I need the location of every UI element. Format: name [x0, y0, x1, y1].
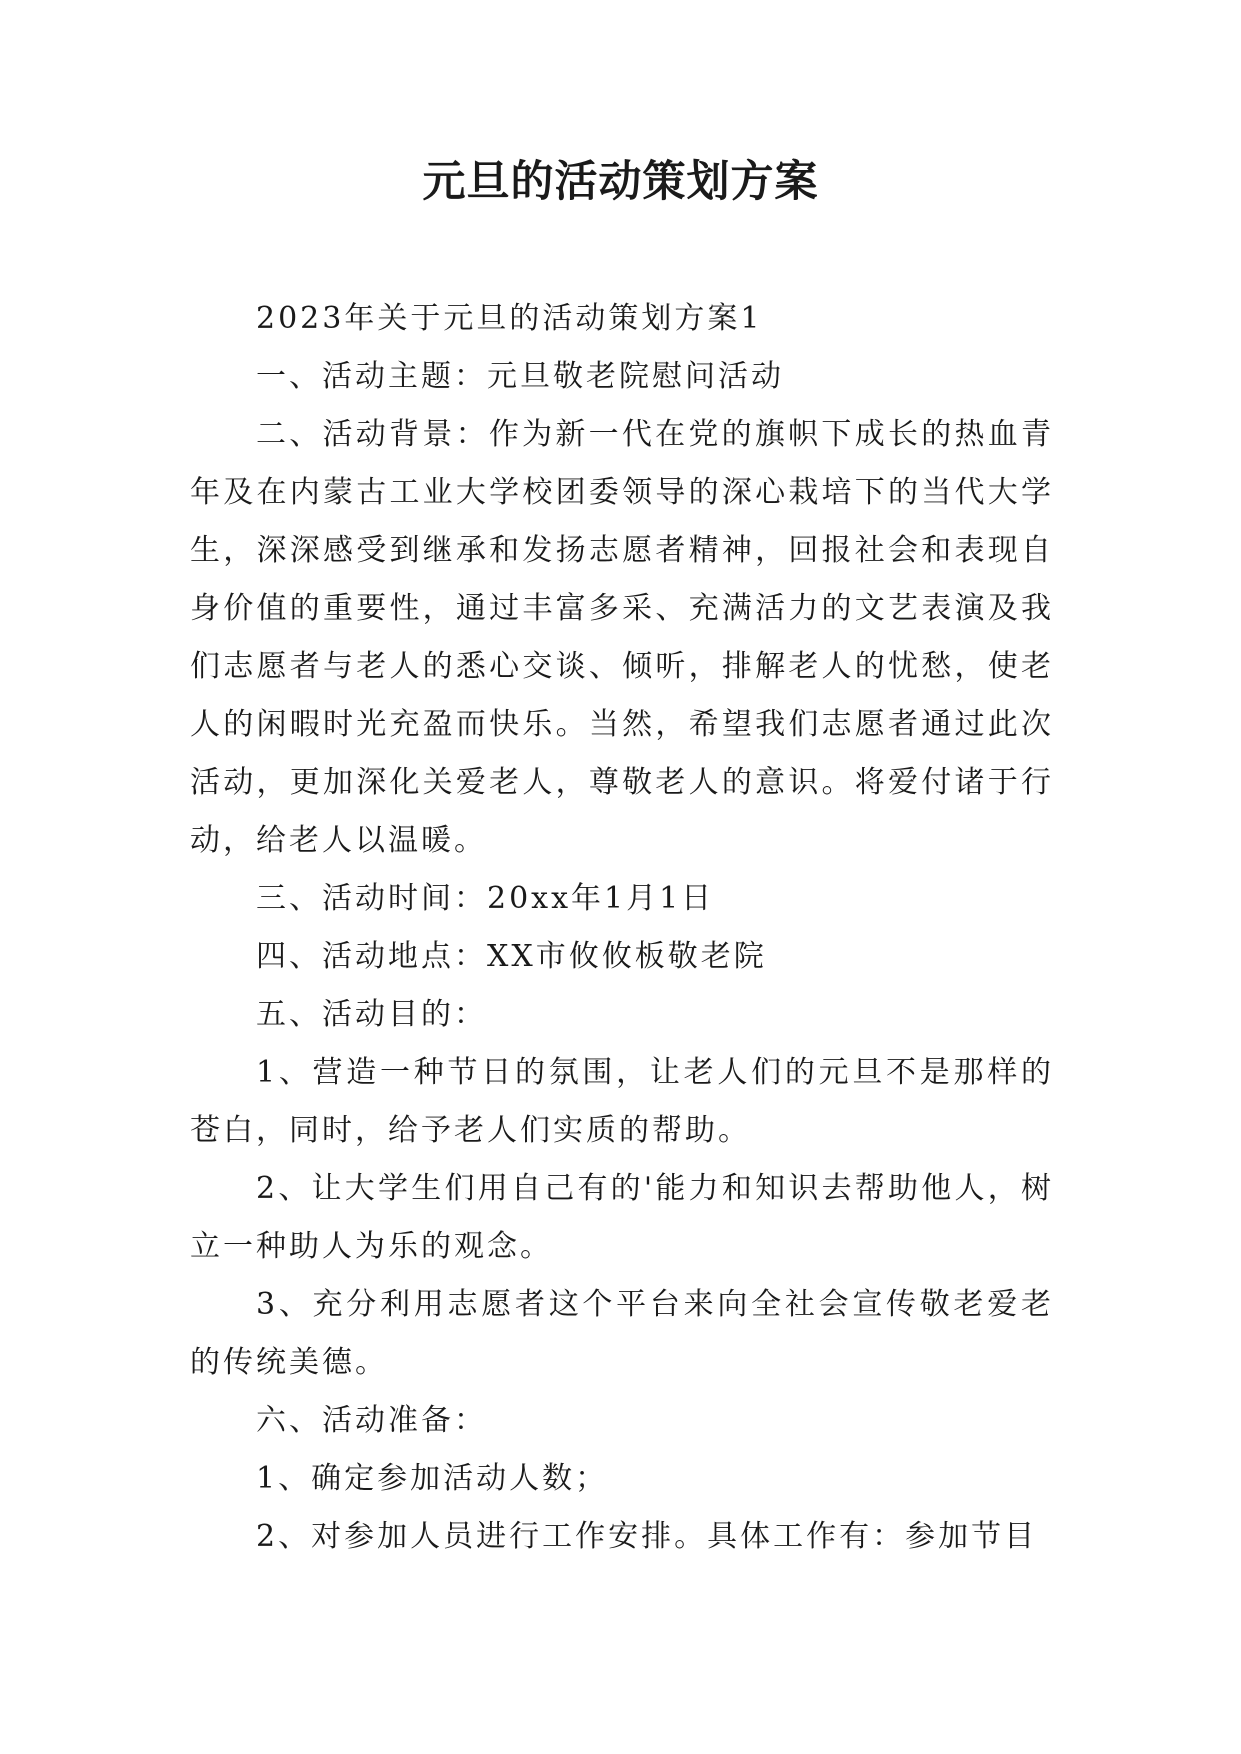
document-title: 元旦的活动策划方案 [422, 157, 819, 207]
paragraph-theme: 一、活动主题：元旦敬老院慰问活动 [256, 359, 784, 394]
paragraph-preparation-heading: 六、活动准备： [256, 1403, 487, 1438]
paragraph-location: 四、活动地点：XX市攸攸板敬老院 [256, 939, 767, 974]
paragraph-purpose-1: 1、营造一种节日的氛围，让老人们的元旦不是那样的苍白，同时，给予老人们实质的帮助。 [190, 1055, 1054, 1148]
paragraph-heading: 2023年关于元旦的活动策划方案1 [256, 301, 763, 336]
paragraph-preparation-1: 1、确定参加活动人数； [256, 1461, 609, 1496]
document-body [190, 290, 1054, 1566]
paragraph-purpose-heading: 五、活动目的： [256, 997, 487, 1032]
paragraph-background: 二、活动背景：作为新一代在党的旗帜下成长的热血青年及在内蒙古工业大学校团委领导的深心栽培下的当代大学生，深深感受到继承和发扬志愿者精神，回报社会和表现自身价值的重要性，通过丰富多采、充满活力的文艺表演及我们志愿者与老人的悉心交谈、倾听，排解老人的忧愁，使老人的闲暇时光充盈而快乐。当然，希望我们志愿者通过此次活动，更加深化关爱老人，尊敬老人的意识。将爱付诸于行动，给老人以温暖。 [190, 417, 1054, 858]
paragraph-preparation-2: 2、对参加人员进行工作安排。具体工作有：参加节目 [256, 1519, 1038, 1554]
paragraph-purpose-2: 2、让大学生们用自己有的'能力和知识去帮助他人，树立一种助人为乐的观念。 [190, 1171, 1054, 1264]
paragraph-time: 三、活动时间：20xx年1月1日 [256, 881, 715, 916]
paragraph-purpose-3: 3、充分利用志愿者这个平台来向全社会宣传敬老爱老的传统美德。 [190, 1287, 1054, 1380]
